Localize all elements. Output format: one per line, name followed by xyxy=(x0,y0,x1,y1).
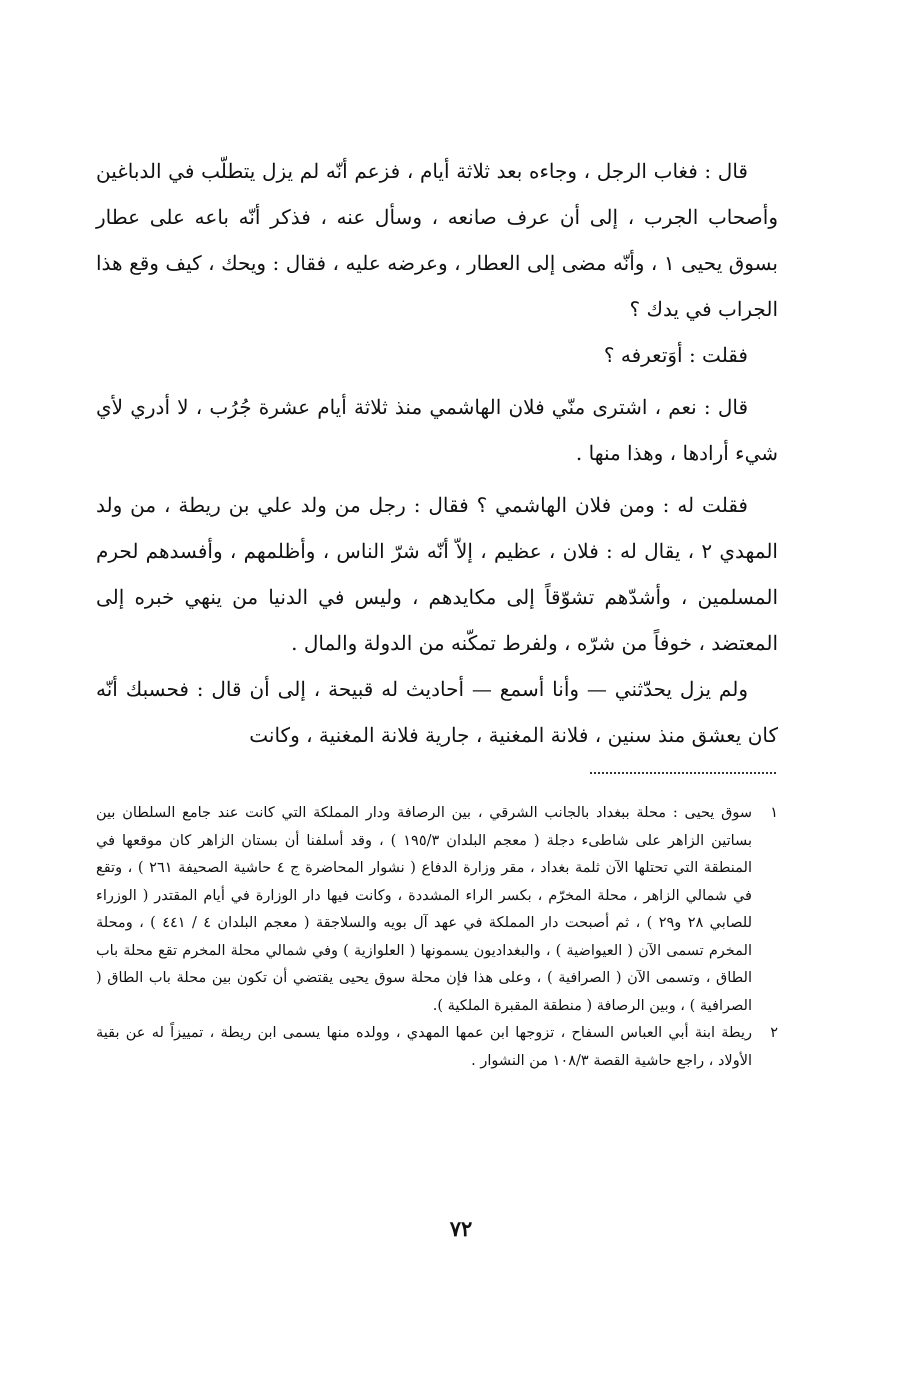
main-text xyxy=(96,148,778,758)
footnote xyxy=(96,800,778,1020)
paragraph: فقلت : أوَتعرفه ؟ xyxy=(603,343,748,367)
paragraph: فقلت له : ومن فلان الهاشمي ؟ فقال : رجل من ولد علي بن ريطة ، من ولد المهدي ٢ ، يقال له : فلان ، عظيم ، إلاّ أنّه شرّ الناس ، وأظلمهم ، وأفسدهم لحرم المسلمين ، وأشدّهم تشوّقاً إلى مكايدهم ، وليس في الدنيا من ينهي خبره إلى المعتضد ، خوفاً من شرّه ، ولفرط تمكّنه من الدولة والمال . xyxy=(96,493,779,655)
footnote-text: ريطة ابنة أبي العباس السفاح ، تزوجها ابن عمها المهدي ، وولده منها يسمى ابن ريطة ، تمييزاً له عن بقية الأولاد ، راجع حاشية القصة ١٠٨/٣ من النشوار . xyxy=(96,1025,752,1069)
footnote xyxy=(96,1020,778,1075)
paragraph: قال : فغاب الرجل ، وجاءه بعد ثلاثة أيام ، فزعم أنّه لم يزل يتطلّب في الدباغين وأصحاب الجرب ، إلى أن عرف صانعه ، وسأل عنه ، فذكر أنّه باعه على عطار بسوق يحيى ١ ، وأنّه مضى إلى العطار ، وعرضه عليه ، فقال : ويحك ، كيف وقع هذا الجراب في يدك ؟ xyxy=(96,159,779,321)
paragraph: قال : نعم ، اشترى منّي فلان الهاشمي منذ ثلاثة أيام عشرة جُرُب ، لا أدري لأي شيء أرادها ، وهذا منها . xyxy=(96,395,778,465)
paragraph: ولم يزل يحدّثني — وأنا أسمع — أحاديث له قبيحة ، إلى أن قال : فحسبك أنّه كان يعشق منذ سنين ، فلانة المغنية ، جارية فلانة المغنية ، وكانت xyxy=(96,677,778,747)
footnote-separator xyxy=(590,772,776,774)
page-number: ٧٢ xyxy=(449,1216,473,1241)
footnotes xyxy=(96,800,778,1075)
footnote-number: ١ xyxy=(770,805,778,821)
footnote-text: سوق يحيى : محلة ببغداد بالجانب الشرقي ، بين الرصافة ودار المملكة التي كانت عند جامع السلطان بين بساتين الزاهر على شاطىء دجلة ( معجم البلدان ١٩٥/٣ ) ، وقد أسلفنا أن بستان الزاهر كان موقعها في المنطقة التي تحتلها الآن ثلمة بغداد ، مقر وزارة الدفاع ( نشوار المحاضرة ج ٤ حاشية الصحيفة ٢٦١ ) ، وتقع في شمالي الزاهر ، محلة المخرّم ، بكسر الراء المشددة ، وكانت فيها دار الوزارة في أيام المقتدر ( الوزراء للصابي ٢٨ و٢٩ ) ، ثم أصبحت دار المملكة في عهد آل بويه والسلاجقة ( معجم البلدان ٤ / ٤٤١ ) ، ومحلة المخرم تسمى الآن ( العيواضية ) ، والبغداديون يسمونها ( العلوازية ) وفي شمالي محلة المخرم تقع محلة باب الطاق ، وتسمى الآن ( الصرافية ) ، وعلى هذا فإن محلة سوق يحيى يقتضي أن تكون بين محلة باب الطاق ( الصرافية ) ، وبين الرصافة ( منطقة المقبرة الملكية ). xyxy=(96,805,752,1014)
footnote-number: ٢ xyxy=(770,1025,778,1041)
